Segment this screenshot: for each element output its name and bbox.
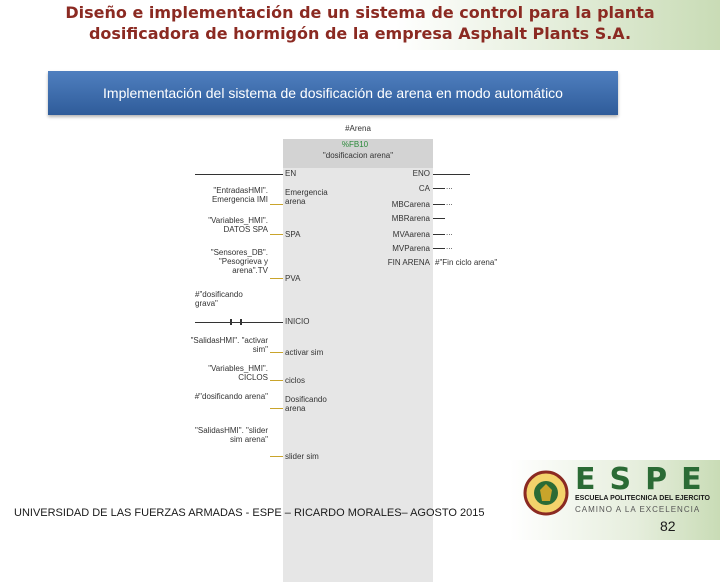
slide-title xyxy=(40,2,680,44)
pin-dosificando xyxy=(270,408,283,409)
block-name: "dosificacion arena" xyxy=(322,151,394,160)
contact-left xyxy=(230,319,232,325)
mvp-dots: ... xyxy=(446,242,453,251)
pin-ciclos xyxy=(270,380,283,381)
university-seal-icon xyxy=(523,470,569,516)
input-tag-emergencia: "EntradasHMI". Emergencia IMI xyxy=(211,186,268,204)
espe-subtitle: ESCUELA POLITECNICA DEL EJERCITO xyxy=(575,495,710,502)
pin-activar xyxy=(270,352,283,353)
pin-slider xyxy=(270,456,283,457)
page-number: 82 xyxy=(660,518,676,534)
input-tag-dosificando: #"dosificando arena" xyxy=(194,392,268,401)
output-tag-fin: #"Fin ciclo arena" xyxy=(435,258,498,267)
footer-text: UNIVERSIDAD DE LAS FUERZAS ARMADAS - ESPE – RICARDO MORALES– AGOSTO 2015 xyxy=(14,507,485,519)
input-pin-ciclos: ciclos xyxy=(285,376,306,385)
en-wire xyxy=(195,174,283,175)
output-pin-mva: MVAarena xyxy=(392,230,430,239)
pin-spa xyxy=(270,234,283,235)
input-tag-spa: "Variables_HMI". DATOS SPA xyxy=(208,216,268,234)
pin-emergencia xyxy=(270,204,283,205)
input-tag-inicio: #"dosificando grava" xyxy=(195,290,243,308)
section-banner: Implementación del sistema de dosificación de arena en modo automático xyxy=(48,71,618,115)
block-instance: #Arena xyxy=(345,124,371,133)
input-tag-slider: "SalidasHMI". "slider sim arena" xyxy=(195,426,268,444)
output-pin-mbr: MBRarena xyxy=(391,214,430,223)
input-tag-ciclos: "Variables_HMI". CICLOS xyxy=(208,364,268,382)
input-pin-slider: slider sim xyxy=(285,452,319,461)
contact-right xyxy=(240,319,242,325)
eno-wire xyxy=(433,174,470,175)
mbr-wire xyxy=(433,218,445,219)
slide-title-line1: Diseño e implementación de un sistema de control para la planta xyxy=(65,3,655,22)
function-block-diagram xyxy=(190,118,530,468)
input-pin-emergencia: Emergencia arena xyxy=(285,188,328,206)
input-pin-activar: activar sim xyxy=(285,348,324,357)
espe-logo: ESPE xyxy=(575,462,716,497)
ca-dots: ... xyxy=(446,182,453,191)
input-pin-dosificando: Dosificando arena xyxy=(285,395,327,413)
mva-dots: ... xyxy=(446,228,453,237)
slide-title-line2: dosificadora de hormigón de la empresa Asphalt Plants S.A. xyxy=(88,24,632,43)
output-pin-mvp: MVParena xyxy=(392,244,430,253)
mvp-wire xyxy=(433,248,445,249)
mva-wire xyxy=(433,234,445,235)
output-pin-eno: ENO xyxy=(412,169,430,178)
inicio-wire xyxy=(195,322,283,323)
mbc-wire xyxy=(433,204,445,205)
input-pin-spa: SPA xyxy=(285,230,301,239)
espe-motto: CAMINO A LA EXCELENCIA xyxy=(575,505,701,514)
input-tag-activar: "SalidasHMI". "activar sim" xyxy=(190,336,268,354)
mbc-dots: ... xyxy=(446,198,453,207)
ca-wire xyxy=(433,188,445,189)
block-number: %FB10 xyxy=(341,140,369,149)
input-pin-pva: PVA xyxy=(285,274,301,283)
input-pin-inicio: INICIO xyxy=(285,317,310,326)
input-pin-en: EN xyxy=(285,169,297,178)
output-pin-fin: FIN ARENA xyxy=(387,258,430,267)
input-tag-pva: "Sensores_DB". "Pesogrieva y arena".TV xyxy=(210,248,268,275)
pin-pva xyxy=(270,278,283,279)
output-pin-ca: CA xyxy=(418,184,430,193)
output-pin-mbc: MBCarena xyxy=(391,200,430,209)
